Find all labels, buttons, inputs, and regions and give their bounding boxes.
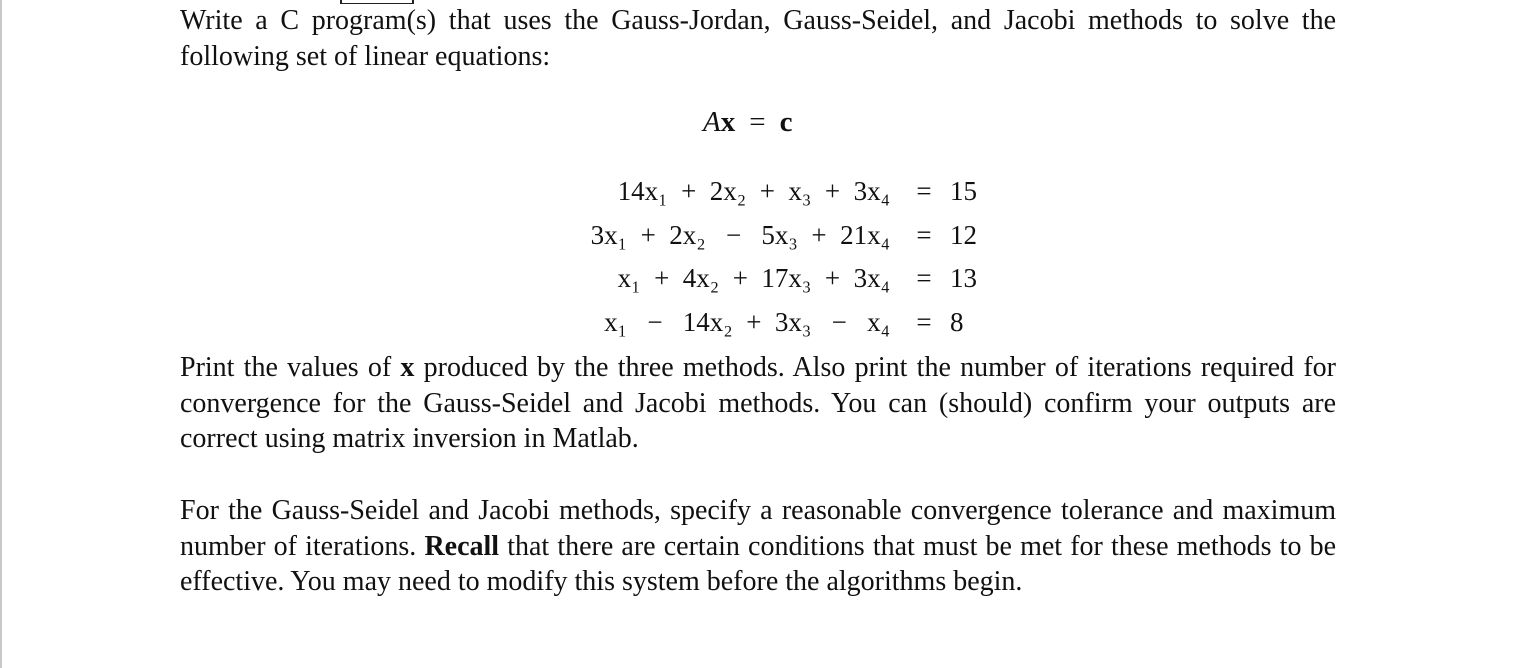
page-left-border [0, 0, 2, 668]
equation-equals: = [916, 263, 932, 294]
equation-lhs: 3x₁ + 2x₂ − 5x₃ + 21x₄ [590, 219, 890, 250]
equation-equals: = [916, 219, 932, 250]
equation-equals: = [916, 176, 932, 207]
equation-lhs: x₁ + 4x₂ + 17x₃ + 3x₄ [617, 263, 890, 294]
equation-lhs: x₁ − 14x₂ + 3x₃ − x₄ [604, 306, 890, 337]
matrix-equation [703, 104, 792, 140]
print-instructions: Print the values of x produced by the three methods. Also print the number of iterations required for convergence for the Gauss-Seidel and Jacobi methods. You can (should) confirm your outputs are correct using matrix inversion in Matlab. [180, 352, 1336, 454]
equation-lhs: 14x₁ + 2x₂ + x₃ + 3x₄ [617, 176, 890, 207]
equation-equals: = [916, 306, 932, 337]
linear-system [500, 170, 977, 344]
equation-row [500, 214, 977, 258]
problem-intro [180, 3, 1336, 74]
equation-rhs: 15 [950, 176, 977, 207]
equals-sign: = [749, 106, 766, 138]
vector-x: x [720, 106, 736, 138]
equation-row [500, 170, 977, 214]
vector-c: c [779, 106, 793, 138]
equation-rhs: 8 [950, 306, 964, 337]
intro-text: Write a C program(s) that uses the Gauss-Jordan, Gauss-Seidel, and Jacobi methods to solve the following set of linear equations: [180, 5, 1336, 72]
equation-rhs: 13 [950, 263, 977, 294]
bold-recall: Recall [424, 530, 500, 562]
equation-rhs: 12 [950, 219, 977, 250]
equation-row [500, 301, 977, 345]
bold-x: x [400, 352, 415, 383]
matrix-a: A [703, 106, 721, 138]
equation-row [500, 257, 977, 301]
convergence-note: For the Gauss-Seidel and Jacobi methods, specify a reasonable convergence tolerance and maximum number of iterations. Recall that there are certain conditions that must be met for these methods to be effective. You may need to modify this system before the algorithms begin. [180, 495, 1336, 597]
